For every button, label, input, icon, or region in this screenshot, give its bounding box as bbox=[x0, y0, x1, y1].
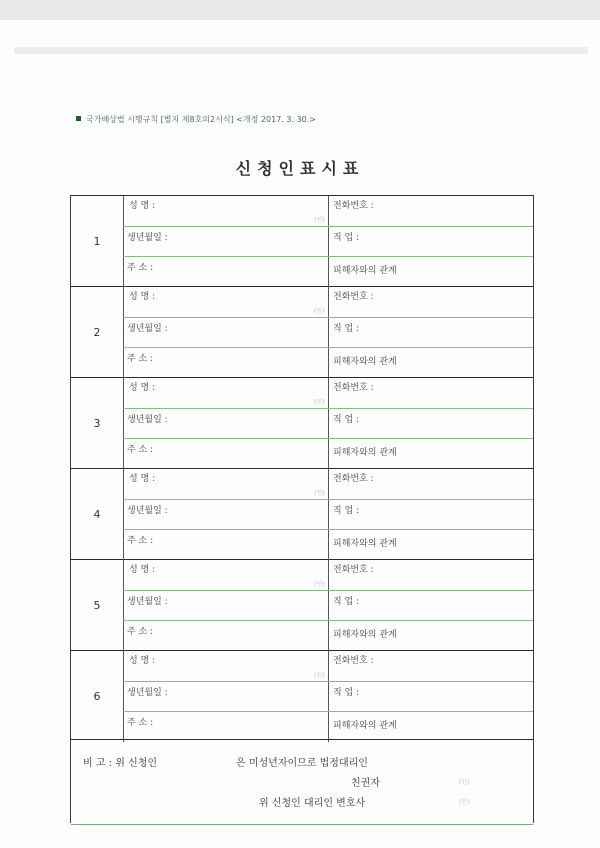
row-rule bbox=[123, 226, 533, 227]
column-divider bbox=[123, 196, 124, 287]
job-field-label[interactable]: 직 업 : bbox=[333, 324, 360, 334]
name-field-label[interactable]: 성 명 : bbox=[129, 565, 156, 575]
column-divider bbox=[328, 651, 329, 742]
applicant-group bbox=[71, 650, 533, 742]
scan-top-edge bbox=[0, 0, 600, 20]
name-field-label[interactable]: 성 명 : bbox=[129, 201, 156, 211]
row-rule bbox=[123, 256, 533, 257]
phone-field-label[interactable]: 전화번호 : bbox=[333, 383, 374, 393]
applicant-number: 2 bbox=[93, 326, 101, 339]
remarks-attorney-text: 위 신청인 대리인 변호사 bbox=[259, 798, 366, 809]
applicant-number: 1 bbox=[93, 235, 101, 248]
column-divider bbox=[123, 287, 124, 378]
scan-artifact-line bbox=[14, 47, 588, 54]
row-rule bbox=[123, 620, 533, 621]
applicant-group bbox=[71, 559, 533, 651]
job-field-label[interactable]: 직 업 : bbox=[333, 415, 360, 425]
seal-mark: (인) bbox=[314, 217, 325, 224]
job-field-label[interactable]: 직 업 : bbox=[333, 597, 360, 607]
relation-field-label[interactable]: 피해자와의 관계 bbox=[333, 357, 397, 367]
page-title: 신청인표시표 bbox=[235, 159, 365, 178]
phone-field-label[interactable]: 전화번호 : bbox=[333, 201, 374, 211]
applicant-number: 3 bbox=[93, 417, 101, 430]
job-field-label[interactable]: 직 업 : bbox=[333, 688, 360, 698]
relation-field-label[interactable]: 피해자와의 관계 bbox=[333, 630, 397, 640]
column-divider bbox=[328, 287, 329, 378]
row-rule bbox=[123, 499, 533, 500]
birthdate-field-label[interactable]: 생년월일 : bbox=[127, 233, 168, 243]
name-field-label[interactable]: 성 명 : bbox=[129, 292, 156, 302]
birthdate-field-label[interactable]: 생년월일 : bbox=[127, 597, 168, 607]
form-reference-note bbox=[76, 114, 316, 125]
applicant-number: 5 bbox=[93, 599, 101, 612]
address-field-label[interactable]: 주 소 : bbox=[127, 354, 154, 364]
column-divider bbox=[328, 469, 329, 560]
seal-mark: (인) bbox=[314, 490, 325, 497]
remarks-label: 비 고 : 위 신청인 bbox=[83, 758, 158, 769]
relation-field-label[interactable]: 피해자와의 관계 bbox=[333, 721, 397, 731]
column-divider bbox=[123, 378, 124, 469]
address-field-label[interactable]: 주 소 : bbox=[127, 536, 154, 546]
job-field-label[interactable]: 직 업 : bbox=[333, 506, 360, 516]
row-rule bbox=[123, 438, 533, 439]
birthdate-field-label[interactable]: 생년월일 : bbox=[127, 415, 168, 425]
phone-field-label[interactable]: 전화번호 : bbox=[333, 474, 374, 484]
relation-field-label[interactable]: 피해자와의 관계 bbox=[333, 539, 397, 549]
remarks-minor-text: 은 미성년자이므로 법정대리인 bbox=[236, 758, 368, 769]
relation-field-label[interactable]: 피해자와의 관계 bbox=[333, 448, 397, 458]
address-field-label[interactable]: 주 소 : bbox=[127, 718, 154, 728]
applicant-group bbox=[71, 286, 533, 378]
birthdate-field-label[interactable]: 생년월일 : bbox=[127, 506, 168, 516]
seal-mark: (인) bbox=[314, 308, 325, 315]
row-rule bbox=[123, 317, 533, 318]
phone-field-label[interactable]: 전화번호 : bbox=[333, 656, 374, 666]
job-field-label[interactable]: 직 업 : bbox=[333, 233, 360, 243]
applicant-number: 6 bbox=[93, 690, 101, 703]
column-divider bbox=[123, 560, 124, 651]
applicant-group bbox=[71, 377, 533, 469]
name-field-label[interactable]: 성 명 : bbox=[129, 656, 156, 666]
remarks-guardian-seal: (인) bbox=[459, 779, 470, 786]
applicant-group bbox=[71, 468, 533, 560]
bullet-square-icon bbox=[76, 116, 81, 121]
row-rule bbox=[123, 347, 533, 348]
form-reference-text: 국가배상법 시행규칙 [별지 제8호의2서식] <개정 2017. 3. 30.> bbox=[86, 115, 316, 124]
name-field-label[interactable]: 성 명 : bbox=[129, 474, 156, 484]
remarks-section bbox=[71, 739, 533, 825]
address-field-label[interactable]: 주 소 : bbox=[127, 263, 154, 273]
seal-mark: (인) bbox=[314, 581, 325, 588]
phone-field-label[interactable]: 전화번호 : bbox=[333, 565, 374, 575]
column-divider bbox=[123, 651, 124, 742]
column-divider bbox=[123, 469, 124, 560]
applicant-number: 4 bbox=[93, 508, 101, 521]
seal-mark: (인) bbox=[314, 399, 325, 406]
column-divider bbox=[328, 560, 329, 651]
row-rule bbox=[123, 681, 533, 682]
applicant-group bbox=[71, 195, 533, 287]
seal-mark: (인) bbox=[314, 672, 325, 679]
birthdate-field-label[interactable]: 생년월일 : bbox=[127, 688, 168, 698]
birthdate-field-label[interactable]: 생년월일 : bbox=[127, 324, 168, 334]
row-rule bbox=[123, 711, 533, 712]
applicant-table bbox=[70, 195, 534, 823]
column-divider bbox=[328, 196, 329, 287]
phone-field-label[interactable]: 전화번호 : bbox=[333, 292, 374, 302]
column-divider bbox=[328, 378, 329, 469]
name-field-label[interactable]: 성 명 : bbox=[129, 383, 156, 393]
row-rule bbox=[123, 590, 533, 591]
address-field-label[interactable]: 주 소 : bbox=[127, 627, 154, 637]
address-field-label[interactable]: 주 소 : bbox=[127, 445, 154, 455]
row-rule bbox=[123, 529, 533, 530]
row-rule bbox=[123, 408, 533, 409]
relation-field-label[interactable]: 피해자와의 관계 bbox=[333, 266, 397, 276]
remarks-attorney-seal: (인) bbox=[459, 799, 470, 806]
remarks-guardian-text: 친권자 bbox=[351, 778, 380, 789]
